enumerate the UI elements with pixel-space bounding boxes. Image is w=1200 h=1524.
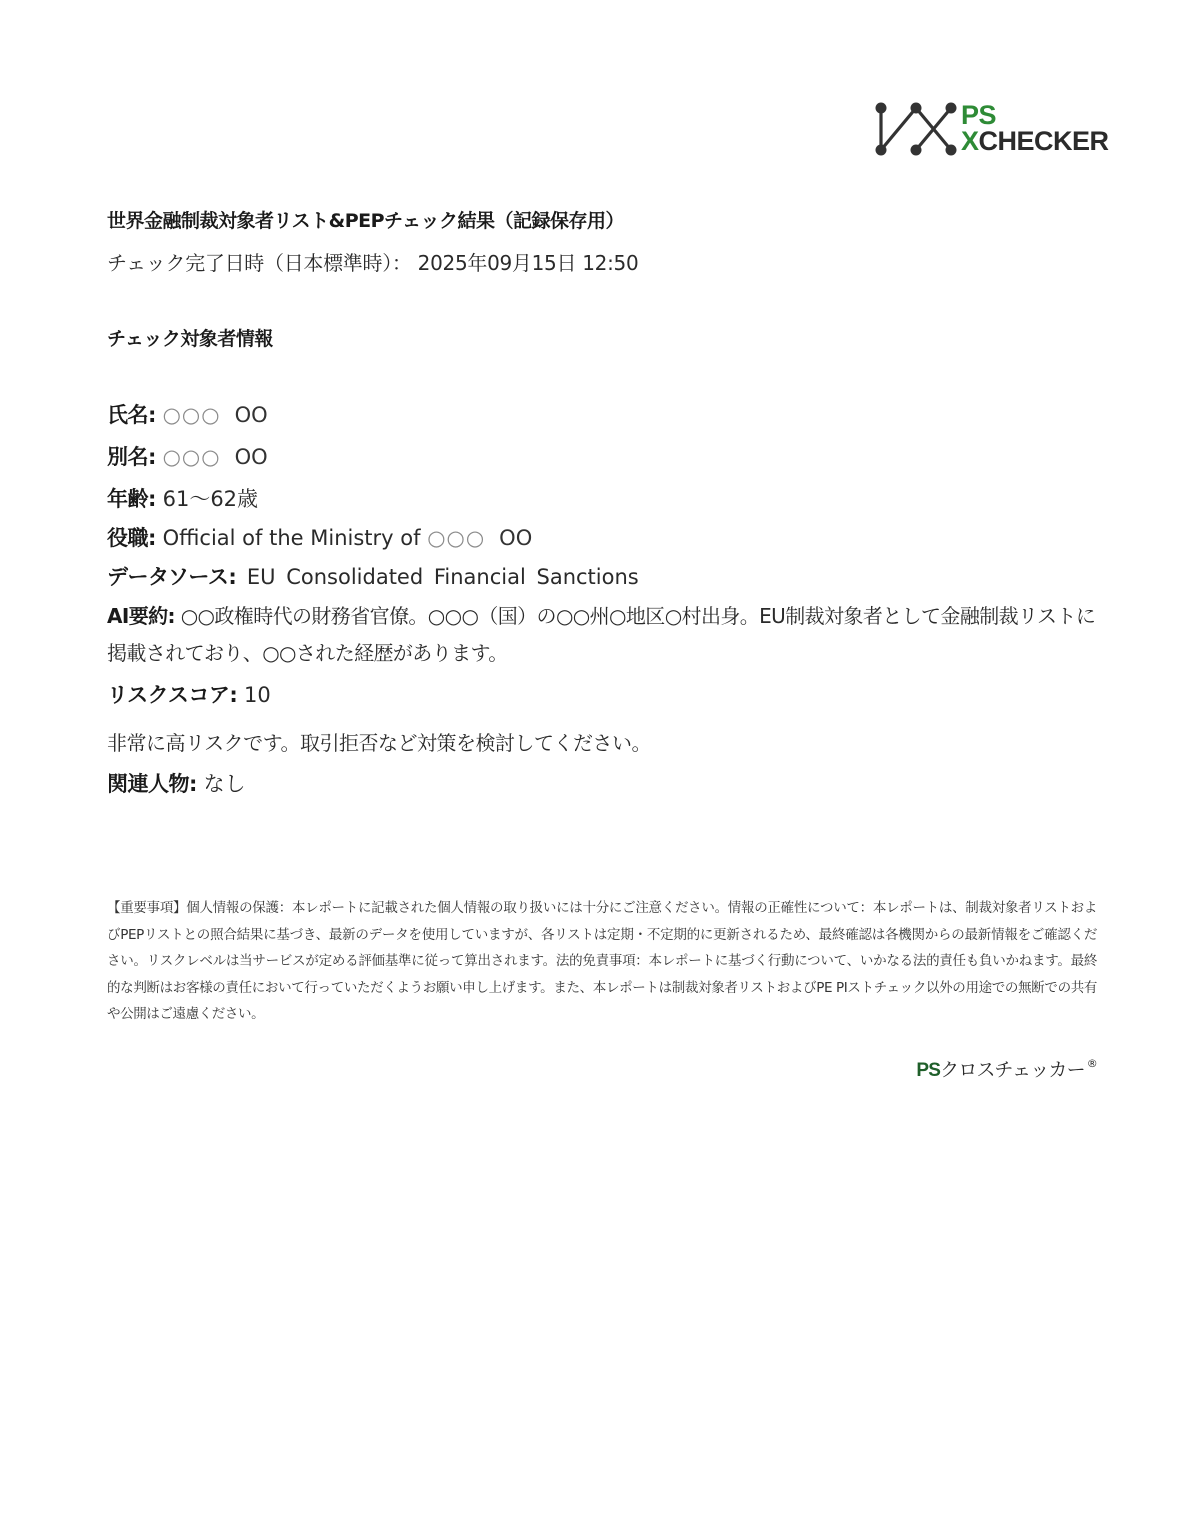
subject-section-title: チェック対象者情報 <box>107 328 273 350</box>
related-persons-value: なし <box>203 772 246 796</box>
data-source-label: データソース: <box>107 565 237 589</box>
name-label: 氏名: <box>107 403 156 427</box>
field-name <box>107 399 268 429</box>
disclaimer-text: 【重要事項】個人情報の保護：本レポートに記載された個人情報の取り扱いには十分にご注意ください。情報の正確性について：本レポートは、制裁対象者リストおよびPEPリストとの照合結果に基づき、最新のデータを使用していますが、各リストは定期・不定期的に更新されるため、最終確認は各機関からの最新情報をご確認ください。リスクレベルは当サービスが定める評価基準に従って算出されます。法的免責事項：本レポートに基づく行動について、いかなる法的責任も負いかねます。最終的な判断はお客様の責任において行っていただくようお願い申し上げます。また、本レポートは制裁対象者リストおよびPE PIストチェック以外の用途での無断での共有や公開はご遠慮ください。 <box>107 900 1097 1022</box>
footer-brand-name: クロスチェッカー <box>940 1059 1085 1081</box>
age-value: 61～62歳 <box>162 487 259 511</box>
registered-mark: ® <box>1086 1057 1097 1070</box>
logo-wordmark <box>961 102 1109 159</box>
psx-checker-logo <box>872 98 1109 162</box>
field-data-source <box>107 561 639 591</box>
ai-summary-label: AI要約: <box>107 604 175 628</box>
alias-value-part1: ○○○ <box>162 445 221 469</box>
field-age <box>107 483 258 513</box>
alias-value-part2: OO <box>234 445 268 469</box>
footer-brand-ps: PS <box>916 1060 941 1081</box>
logo-checker: CHECKER <box>978 126 1109 156</box>
ai-summary-value: ○○政権時代の財務省官僚。○○○（国）の○○州○地区○村出身。EU制裁対象者として金融制裁リストに掲載されており、○○された経歴があります。 <box>107 604 1096 665</box>
position-label: 役職: <box>107 526 156 550</box>
position-value: Official of the Ministry of <box>162 526 421 550</box>
logo-x: X <box>961 126 979 156</box>
field-position <box>107 522 532 552</box>
completed-label: チェック完了日時（日本標準時）： <box>107 251 412 275</box>
age-label: 年齢: <box>107 487 156 511</box>
completed-datetime <box>107 247 638 276</box>
name-value-part1: ○○○ <box>162 403 221 427</box>
network-x-icon <box>872 98 962 162</box>
risk-score-label: リスクスコア: <box>107 683 238 707</box>
related-persons-label: 関連人物: <box>107 772 197 796</box>
risk-score-value: 10 <box>243 683 271 707</box>
field-alias <box>107 441 268 471</box>
field-risk-score <box>107 679 271 709</box>
report-title: 世界金融制裁対象者リスト&PEPチェック結果（記録保存用） <box>107 210 624 232</box>
position-value-part2: OO <box>499 526 533 550</box>
field-ai-summary <box>107 598 1097 672</box>
logo-ps: PS <box>961 100 997 130</box>
position-value-part1: ○○○ <box>427 526 486 550</box>
name-value-part2: OO <box>234 403 268 427</box>
data-source-value: EU Consolidated Financial Sanctions <box>246 565 639 589</box>
footer-brand <box>916 1055 1097 1082</box>
risk-message: 非常に高リスクです。取引拒否など対策を検討してください。 <box>107 731 651 755</box>
alias-label: 別名: <box>107 445 156 469</box>
field-related-persons <box>107 768 246 798</box>
completed-value: 2025年09月15日 12:50 <box>417 251 639 275</box>
